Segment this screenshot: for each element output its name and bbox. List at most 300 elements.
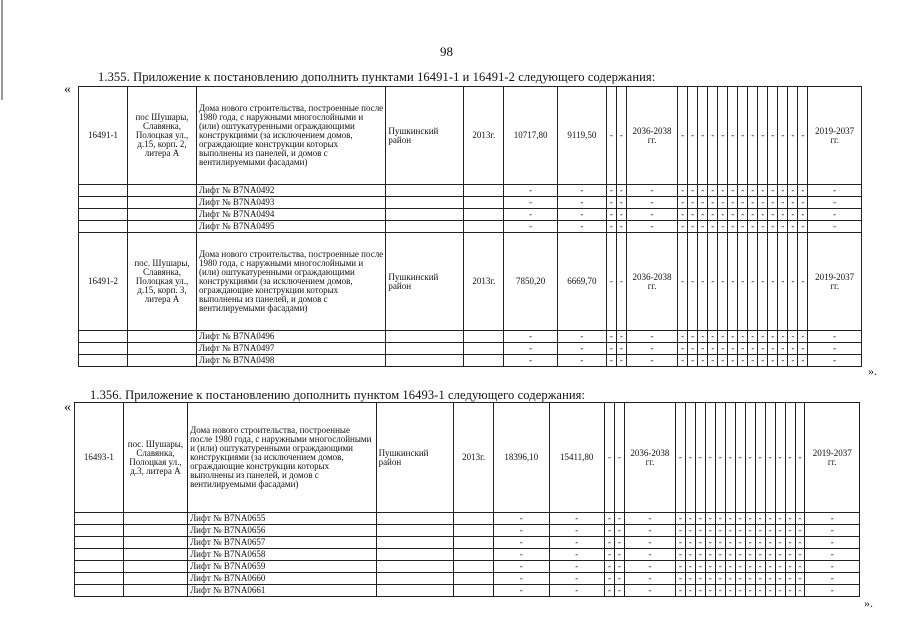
dash-cell: - bbox=[758, 209, 768, 221]
dash-cell: - bbox=[675, 585, 685, 597]
opening-quote-2: « bbox=[64, 400, 71, 415]
empty-cell bbox=[128, 343, 197, 355]
dash-cell: - bbox=[775, 403, 785, 513]
dash-cell: - bbox=[678, 343, 688, 355]
dash-cell: - bbox=[705, 537, 715, 549]
dash-cell: - bbox=[675, 549, 685, 561]
dash-cell: - bbox=[768, 233, 778, 331]
dash-cell: - bbox=[494, 573, 549, 585]
dash-cell: - bbox=[549, 573, 604, 585]
dash-cell: - bbox=[705, 561, 715, 573]
dash-cell: - bbox=[616, 331, 626, 343]
empty-cell bbox=[454, 585, 494, 597]
dash-cell: - bbox=[798, 343, 808, 355]
lift-row bbox=[79, 197, 862, 209]
dash-cell: - bbox=[718, 355, 728, 367]
dash-cell: - bbox=[705, 573, 715, 585]
dash-cell: - bbox=[808, 355, 862, 367]
house-id: 16493-1 bbox=[75, 403, 124, 513]
dash-cell: - bbox=[788, 233, 798, 331]
lift-row bbox=[75, 537, 860, 549]
dash-cell: - bbox=[604, 573, 614, 585]
dash-cell: - bbox=[675, 537, 685, 549]
dash-cell: - bbox=[685, 549, 695, 561]
opening-quote-1: « bbox=[64, 82, 71, 97]
dash-cell: - bbox=[738, 209, 748, 221]
dash-cell: - bbox=[735, 513, 745, 525]
dash-cell: - bbox=[735, 573, 745, 585]
house-area-total: 7850,20 bbox=[504, 233, 557, 331]
dash-cell: - bbox=[604, 525, 614, 537]
dash-cell: - bbox=[678, 185, 688, 197]
dash-cell: - bbox=[725, 525, 735, 537]
house-year: 2013г. bbox=[464, 87, 504, 185]
lift-row bbox=[75, 573, 860, 585]
dash-cell: - bbox=[778, 343, 788, 355]
closing-quote-1: ». bbox=[868, 364, 877, 378]
house-year: 2013г. bbox=[454, 403, 494, 513]
dash-cell: - bbox=[715, 585, 725, 597]
empty-cell bbox=[386, 331, 464, 343]
dash-cell: - bbox=[698, 87, 708, 185]
dash-cell: - bbox=[705, 525, 715, 537]
dash-cell: - bbox=[725, 549, 735, 561]
dash-cell: - bbox=[616, 87, 626, 185]
dash-cell: - bbox=[688, 185, 698, 197]
dash-cell: - bbox=[765, 549, 775, 561]
dash-cell: - bbox=[748, 185, 758, 197]
empty-cell bbox=[75, 525, 124, 537]
dash-cell: - bbox=[765, 573, 775, 585]
empty-cell bbox=[79, 355, 128, 367]
dash-cell: - bbox=[808, 197, 862, 209]
dash-cell: - bbox=[745, 585, 755, 597]
dash-cell: - bbox=[738, 87, 748, 185]
dash-cell: - bbox=[718, 197, 728, 209]
dash-cell: - bbox=[775, 513, 785, 525]
dash-cell: - bbox=[688, 221, 698, 233]
lift-period-dash: - bbox=[626, 221, 677, 233]
lift-row bbox=[75, 561, 860, 573]
house-area-total: 18396,10 bbox=[494, 403, 549, 513]
dash-cell: - bbox=[728, 343, 738, 355]
dash-cell: - bbox=[604, 549, 614, 561]
dash-cell: - bbox=[788, 331, 798, 343]
dash-cell: - bbox=[748, 197, 758, 209]
empty-cell bbox=[75, 513, 124, 525]
empty-cell bbox=[376, 525, 454, 537]
dash-cell: - bbox=[705, 513, 715, 525]
dash-cell: - bbox=[805, 561, 860, 573]
dash-cell: - bbox=[695, 585, 705, 597]
dash-cell: - bbox=[504, 343, 557, 355]
dash-cell: - bbox=[494, 585, 549, 597]
lift-period-dash: - bbox=[624, 537, 675, 549]
dash-cell: - bbox=[735, 549, 745, 561]
empty-cell bbox=[386, 185, 464, 197]
dash-cell: - bbox=[788, 209, 798, 221]
dash-cell: - bbox=[778, 87, 788, 185]
empty-cell bbox=[464, 355, 504, 367]
house-period: 2036-2038 гг. bbox=[624, 403, 675, 513]
dash-cell: - bbox=[675, 403, 685, 513]
dash-cell: - bbox=[698, 331, 708, 343]
lift-label: Лифт № В7NА0492 bbox=[197, 185, 386, 197]
dash-cell: - bbox=[718, 221, 728, 233]
dash-cell: - bbox=[725, 513, 735, 525]
dash-cell: - bbox=[765, 537, 775, 549]
house-area-total: 10717,80 bbox=[504, 87, 557, 185]
dash-cell: - bbox=[725, 561, 735, 573]
lift-label: Лифт № В7NА0494 bbox=[197, 209, 386, 221]
dash-cell: - bbox=[549, 537, 604, 549]
dash-cell: - bbox=[688, 331, 698, 343]
dash-cell: - bbox=[775, 537, 785, 549]
dash-cell: - bbox=[695, 537, 705, 549]
dash-cell: - bbox=[808, 185, 862, 197]
dash-cell: - bbox=[735, 561, 745, 573]
dash-cell: - bbox=[748, 343, 758, 355]
empty-cell bbox=[123, 549, 187, 561]
dash-cell: - bbox=[557, 343, 606, 355]
dash-cell: - bbox=[795, 561, 805, 573]
dash-cell: - bbox=[494, 537, 549, 549]
dash-cell: - bbox=[768, 197, 778, 209]
lift-row bbox=[79, 185, 862, 197]
dash-cell: - bbox=[708, 233, 718, 331]
dash-cell: - bbox=[675, 525, 685, 537]
dash-cell: - bbox=[745, 561, 755, 573]
dash-cell: - bbox=[795, 403, 805, 513]
empty-cell bbox=[464, 197, 504, 209]
dash-cell: - bbox=[715, 561, 725, 573]
dash-cell: - bbox=[798, 331, 808, 343]
empty-cell bbox=[464, 209, 504, 221]
dash-cell: - bbox=[738, 331, 748, 343]
dash-cell: - bbox=[688, 233, 698, 331]
empty-cell bbox=[128, 355, 197, 367]
house-area-living: 9119,50 bbox=[557, 87, 606, 185]
dash-cell: - bbox=[715, 513, 725, 525]
dash-cell: - bbox=[494, 561, 549, 573]
house-period: 2036-2038 гг. bbox=[626, 233, 677, 331]
empty-cell bbox=[376, 549, 454, 561]
dash-cell: - bbox=[685, 403, 695, 513]
house-address: пос. Шушары, Славянка, Полоцкая ул., д.3, литера А bbox=[123, 403, 187, 513]
lift-label: Лифт № В7NА0658 bbox=[188, 549, 376, 561]
dash-cell: - bbox=[775, 561, 785, 573]
dash-cell: - bbox=[805, 573, 860, 585]
dash-cell: - bbox=[778, 331, 788, 343]
dash-cell: - bbox=[778, 185, 788, 197]
dash-cell: - bbox=[738, 197, 748, 209]
dash-cell: - bbox=[504, 185, 557, 197]
dash-cell: - bbox=[678, 87, 688, 185]
scan-edge-mark bbox=[0, 0, 5, 100]
dash-cell: - bbox=[805, 585, 860, 597]
dash-cell: - bbox=[685, 525, 695, 537]
dash-cell: - bbox=[795, 549, 805, 561]
dash-cell: - bbox=[678, 209, 688, 221]
empty-cell bbox=[79, 331, 128, 343]
house-district: Пушкинский район bbox=[386, 233, 464, 331]
dash-cell: - bbox=[715, 549, 725, 561]
dash-cell: - bbox=[725, 403, 735, 513]
dash-cell: - bbox=[675, 513, 685, 525]
dash-cell: - bbox=[549, 513, 604, 525]
empty-cell bbox=[75, 573, 124, 585]
dash-cell: - bbox=[738, 185, 748, 197]
dash-cell: - bbox=[708, 221, 718, 233]
empty-cell bbox=[75, 585, 124, 597]
dash-cell: - bbox=[705, 585, 715, 597]
dash-cell: - bbox=[798, 221, 808, 233]
dash-cell: - bbox=[808, 343, 862, 355]
dash-cell: - bbox=[557, 221, 606, 233]
dash-cell: - bbox=[758, 355, 768, 367]
dash-cell: - bbox=[549, 549, 604, 561]
empty-cell bbox=[75, 561, 124, 573]
empty-cell bbox=[386, 209, 464, 221]
dash-cell: - bbox=[785, 513, 795, 525]
empty-cell bbox=[386, 197, 464, 209]
lift-period-dash: - bbox=[624, 585, 675, 597]
dash-cell: - bbox=[795, 525, 805, 537]
housing-table-1 bbox=[78, 86, 862, 367]
dash-cell: - bbox=[755, 561, 765, 573]
dash-cell: - bbox=[785, 525, 795, 537]
dash-cell: - bbox=[708, 197, 718, 209]
dash-cell: - bbox=[745, 403, 755, 513]
dash-cell: - bbox=[685, 513, 695, 525]
dash-cell: - bbox=[698, 233, 708, 331]
dash-cell: - bbox=[748, 221, 758, 233]
dash-cell: - bbox=[735, 537, 745, 549]
dash-cell: - bbox=[675, 561, 685, 573]
lift-row bbox=[79, 343, 862, 355]
dash-cell: - bbox=[688, 209, 698, 221]
dash-cell: - bbox=[755, 549, 765, 561]
dash-cell: - bbox=[728, 185, 738, 197]
lift-row bbox=[75, 585, 860, 597]
lift-label: Лифт № В7NА0656 bbox=[188, 525, 376, 537]
dash-cell: - bbox=[728, 87, 738, 185]
dash-cell: - bbox=[504, 197, 557, 209]
empty-cell bbox=[454, 549, 494, 561]
dash-cell: - bbox=[695, 573, 705, 585]
dash-cell: - bbox=[778, 355, 788, 367]
dash-cell: - bbox=[688, 87, 698, 185]
dash-cell: - bbox=[715, 537, 725, 549]
empty-cell bbox=[454, 573, 494, 585]
dash-cell: - bbox=[678, 331, 688, 343]
dash-cell: - bbox=[748, 233, 758, 331]
empty-cell bbox=[128, 331, 197, 343]
dash-cell: - bbox=[808, 209, 862, 221]
dash-cell: - bbox=[606, 355, 616, 367]
lift-period-dash: - bbox=[626, 209, 677, 221]
empty-cell bbox=[386, 355, 464, 367]
empty-cell bbox=[79, 209, 128, 221]
dash-cell: - bbox=[708, 209, 718, 221]
dash-cell: - bbox=[728, 197, 738, 209]
lift-row bbox=[75, 549, 860, 561]
dash-cell: - bbox=[758, 343, 768, 355]
dash-cell: - bbox=[504, 331, 557, 343]
lift-label: Лифт № В7NА0496 bbox=[197, 331, 386, 343]
dash-cell: - bbox=[557, 185, 606, 197]
dash-cell: - bbox=[708, 355, 718, 367]
dash-cell: - bbox=[778, 233, 788, 331]
dash-cell: - bbox=[765, 525, 775, 537]
empty-cell bbox=[79, 197, 128, 209]
dash-cell: - bbox=[604, 513, 614, 525]
dash-cell: - bbox=[688, 197, 698, 209]
dash-cell: - bbox=[745, 513, 755, 525]
dash-cell: - bbox=[758, 221, 768, 233]
dash-cell: - bbox=[788, 87, 798, 185]
dash-cell: - bbox=[715, 573, 725, 585]
dash-cell: - bbox=[798, 87, 808, 185]
dash-cell: - bbox=[604, 403, 614, 513]
empty-cell bbox=[128, 197, 197, 209]
dash-cell: - bbox=[795, 573, 805, 585]
house-year: 2013г. bbox=[464, 233, 504, 331]
house-row bbox=[75, 403, 860, 513]
dash-cell: - bbox=[616, 185, 626, 197]
dash-cell: - bbox=[725, 573, 735, 585]
house-period: 2036-2038 гг. bbox=[626, 87, 677, 185]
dash-cell: - bbox=[728, 221, 738, 233]
dash-cell: - bbox=[768, 343, 778, 355]
dash-cell: - bbox=[549, 561, 604, 573]
lift-row bbox=[75, 525, 860, 537]
dash-cell: - bbox=[755, 537, 765, 549]
dash-cell: - bbox=[695, 561, 705, 573]
dash-cell: - bbox=[685, 537, 695, 549]
lift-label: Лифт № В7NА0495 bbox=[197, 221, 386, 233]
dash-cell: - bbox=[728, 331, 738, 343]
empty-cell bbox=[79, 221, 128, 233]
empty-cell bbox=[386, 221, 464, 233]
dash-cell: - bbox=[698, 197, 708, 209]
dash-cell: - bbox=[616, 355, 626, 367]
house-id: 16491-1 bbox=[79, 87, 128, 185]
dash-cell: - bbox=[614, 537, 624, 549]
dash-cell: - bbox=[745, 573, 755, 585]
house-district: Пушкинский район bbox=[376, 403, 454, 513]
dash-cell: - bbox=[778, 221, 788, 233]
dash-cell: - bbox=[718, 343, 728, 355]
dash-cell: - bbox=[785, 537, 795, 549]
house-id: 16491-2 bbox=[79, 233, 128, 331]
dash-cell: - bbox=[698, 185, 708, 197]
dash-cell: - bbox=[735, 525, 745, 537]
dash-cell: - bbox=[504, 355, 557, 367]
empty-cell bbox=[376, 585, 454, 597]
lift-row bbox=[79, 331, 862, 343]
dash-cell: - bbox=[698, 221, 708, 233]
dash-cell: - bbox=[606, 185, 616, 197]
dash-cell: - bbox=[678, 221, 688, 233]
dash-cell: - bbox=[728, 355, 738, 367]
lift-row bbox=[79, 355, 862, 367]
dash-cell: - bbox=[504, 209, 557, 221]
dash-cell: - bbox=[745, 525, 755, 537]
dash-cell: - bbox=[614, 525, 624, 537]
dash-cell: - bbox=[758, 185, 768, 197]
dash-cell: - bbox=[715, 525, 725, 537]
dash-cell: - bbox=[616, 209, 626, 221]
dash-cell: - bbox=[614, 585, 624, 597]
dash-cell: - bbox=[494, 525, 549, 537]
empty-cell bbox=[464, 221, 504, 233]
dash-cell: - bbox=[795, 513, 805, 525]
dash-cell: - bbox=[705, 403, 715, 513]
dash-cell: - bbox=[775, 573, 785, 585]
lift-period-dash: - bbox=[626, 197, 677, 209]
empty-cell bbox=[454, 513, 494, 525]
empty-cell bbox=[386, 343, 464, 355]
dash-cell: - bbox=[557, 209, 606, 221]
dash-cell: - bbox=[768, 331, 778, 343]
lift-label: Лифт № В7NА0498 bbox=[197, 355, 386, 367]
lift-period-dash: - bbox=[624, 525, 675, 537]
dash-cell: - bbox=[557, 197, 606, 209]
dash-cell: - bbox=[708, 87, 718, 185]
dash-cell: - bbox=[735, 403, 745, 513]
dash-cell: - bbox=[775, 525, 785, 537]
lift-label: Лифт № В7NА0660 bbox=[188, 573, 376, 585]
section-heading-1: 1.355. Приложение к постановлению дополнить пунктами 16491-1 и 16491-2 следующего содержания: bbox=[98, 70, 656, 84]
empty-cell bbox=[123, 537, 187, 549]
dash-cell: - bbox=[725, 585, 735, 597]
dash-cell: - bbox=[616, 233, 626, 331]
dash-cell: - bbox=[735, 585, 745, 597]
dash-cell: - bbox=[606, 209, 616, 221]
dash-cell: - bbox=[614, 549, 624, 561]
lift-label: Лифт № В7NА0659 bbox=[188, 561, 376, 573]
dash-cell: - bbox=[738, 233, 748, 331]
dash-cell: - bbox=[685, 573, 695, 585]
empty-cell bbox=[454, 537, 494, 549]
house-row bbox=[79, 233, 862, 331]
empty-cell bbox=[79, 343, 128, 355]
dash-cell: - bbox=[748, 209, 758, 221]
dash-cell: - bbox=[678, 197, 688, 209]
house-description: Дома нового строительства, построенные после 1980 года, с наружными многослойными и (или) оштукатуренными ограждающими конструкциями (за исключением домов, ограждающие конструкции которых выполнены из панелей, и домов с вентилируемыми фасадами) bbox=[197, 233, 386, 331]
dash-cell: - bbox=[678, 355, 688, 367]
dash-cell: - bbox=[604, 585, 614, 597]
dash-cell: - bbox=[758, 331, 768, 343]
dash-cell: - bbox=[698, 355, 708, 367]
lift-period-dash: - bbox=[624, 573, 675, 585]
lift-period-dash: - bbox=[626, 331, 677, 343]
empty-cell bbox=[376, 561, 454, 573]
dash-cell: - bbox=[795, 585, 805, 597]
house-area-living: 15411,80 bbox=[549, 403, 604, 513]
dash-cell: - bbox=[768, 185, 778, 197]
lift-label: Лифт № В7NА0657 bbox=[188, 537, 376, 549]
dash-cell: - bbox=[775, 585, 785, 597]
empty-cell bbox=[464, 185, 504, 197]
empty-cell bbox=[123, 513, 187, 525]
dash-cell: - bbox=[604, 561, 614, 573]
dash-cell: - bbox=[765, 513, 775, 525]
dash-cell: - bbox=[695, 513, 705, 525]
house-area-living: 6669,70 bbox=[557, 233, 606, 331]
dash-cell: - bbox=[494, 549, 549, 561]
